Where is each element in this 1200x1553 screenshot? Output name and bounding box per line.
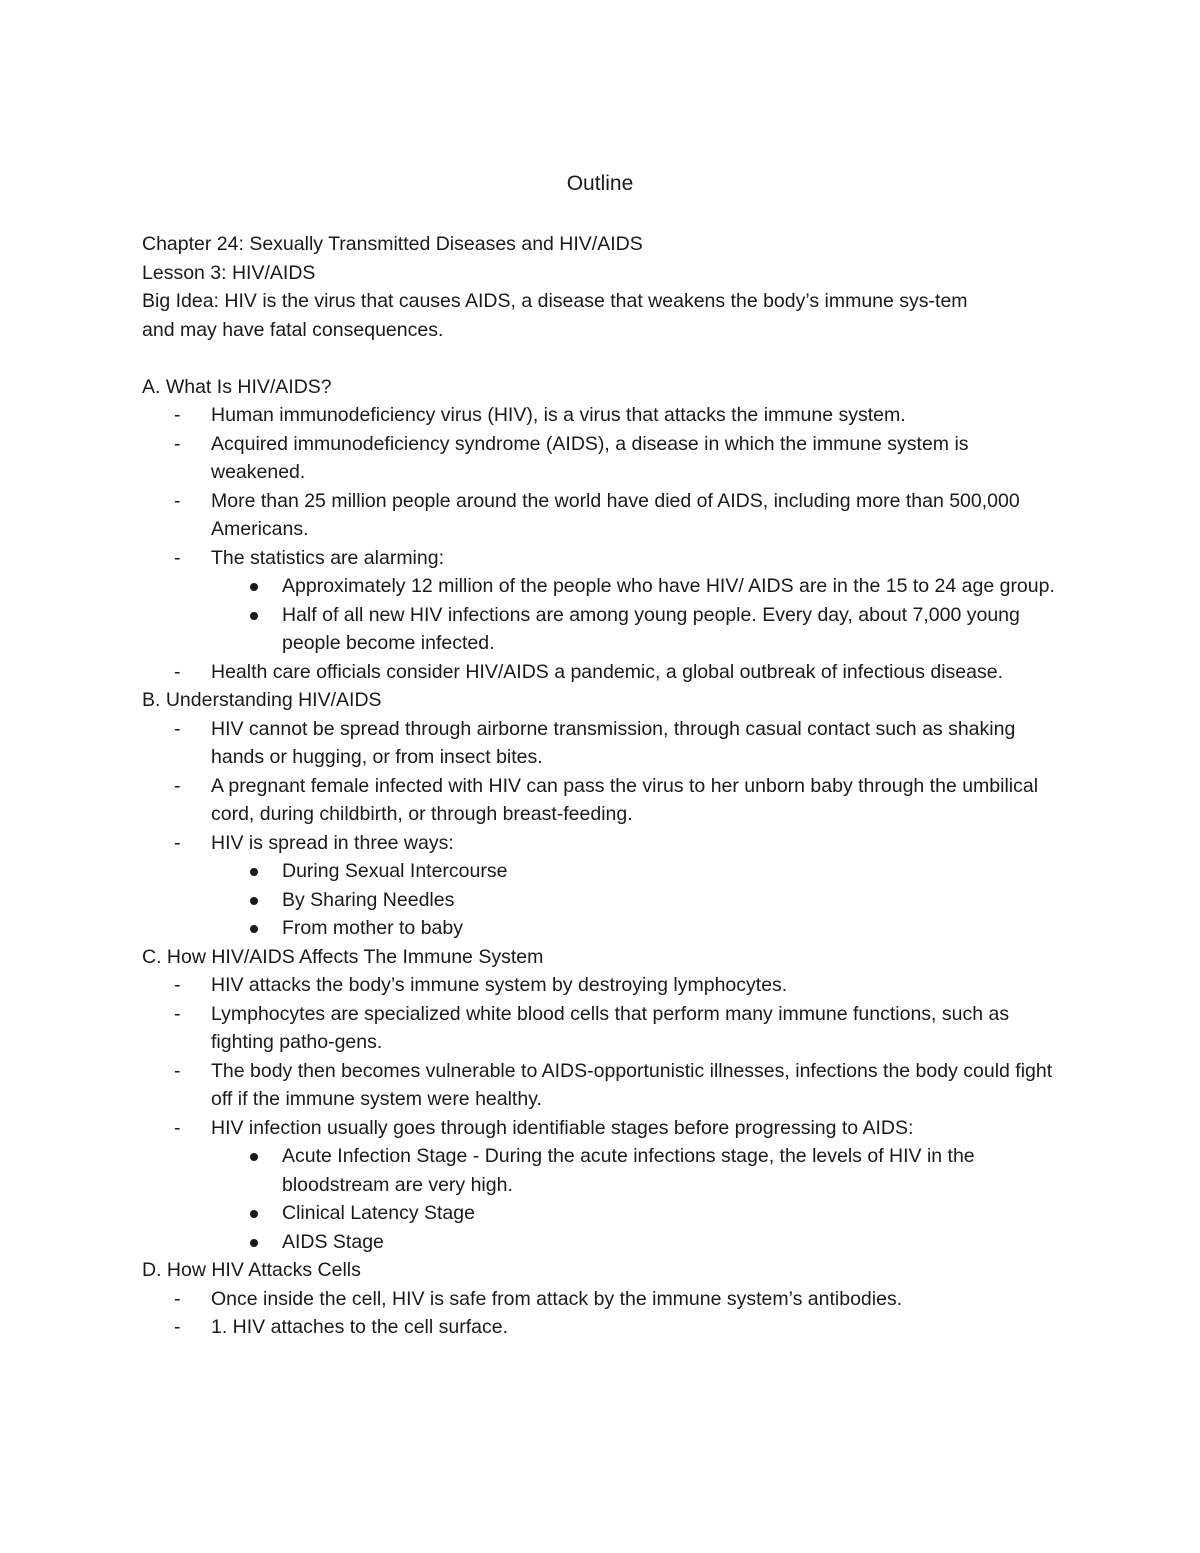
sub-list xyxy=(211,857,1067,943)
section-c-list xyxy=(142,971,1067,1256)
dash-marker: - xyxy=(174,432,181,455)
sub-list-item-text: Approximately 12 million of the people who have HIV/ AIDS are in the 15 to 24 age group. xyxy=(282,575,1055,597)
list-item-text: The body then becomes vulnerable to AIDS-opportunistic illnesses, infections the body could fight off if the immune system were healthy. xyxy=(211,1059,1053,1110)
list-item-text: Acquired immunodeficiency syndrome (AIDS), a disease in which the immune system is weakened. xyxy=(211,432,969,483)
list-item-text: Health care officials consider HIV/AIDS a pandemic, a global outbreak of infectious disease. xyxy=(211,660,1003,683)
dash-marker: - xyxy=(174,404,181,426)
sub-list-item-text: Acute Infection Stage - During the acute infections stage, the levels of HIV in the bloodstream are very high. xyxy=(282,1145,975,1196)
dash-marker: - xyxy=(174,717,181,740)
list-item-text: A pregnant female infected with HIV can pass the virus to her unborn baby through the umbilical cord, during childbirth, or through breast-feeding. xyxy=(211,774,1039,825)
bullet-icon xyxy=(250,1239,258,1247)
section-c-heading: C. How HIV/AIDS Affects The Immune System xyxy=(142,945,544,968)
list-item xyxy=(142,971,1067,1000)
list-item xyxy=(142,401,1067,430)
sub-list-item xyxy=(211,914,1067,943)
sub-list-item xyxy=(211,1142,1067,1199)
list-item-text: Lymphocytes are specialized white blood cells that perform many immune functions, such as fighting patho-gens. xyxy=(211,1002,1010,1053)
lesson-line: Lesson 3: HIV/AIDS xyxy=(142,261,316,284)
dash-marker: - xyxy=(174,1316,181,1338)
list-item xyxy=(142,658,1067,687)
list-item xyxy=(142,1313,1067,1342)
sub-list-item-text: Half of all new HIV infections are among young people. Every day, about 7,000 young people become infected. xyxy=(282,603,1020,654)
sub-list xyxy=(211,572,1067,658)
sub-list-item xyxy=(211,572,1067,601)
list-item xyxy=(142,829,1067,943)
list-item xyxy=(142,544,1067,658)
bullet-icon xyxy=(250,583,258,591)
list-item-text: Human immunodeficiency virus (HIV), is a virus that attacks the immune system. xyxy=(211,404,906,426)
dash-marker: - xyxy=(174,1002,181,1025)
dash-marker: - xyxy=(174,1287,181,1310)
dash-marker: - xyxy=(174,974,181,996)
big-idea-line-1: Big Idea: HIV is the virus that causes AIDS, a disease that weakens the body’s immune sys-tem xyxy=(142,290,968,312)
list-item-text: HIV cannot be spread through airborne transmission, through casual contact such as shaking hands or hugging, or from insect bites. xyxy=(211,717,1016,768)
dash-marker: - xyxy=(174,546,181,569)
dash-marker: - xyxy=(174,774,181,797)
section-a-heading: A. What Is HIV/AIDS? xyxy=(142,375,332,398)
sub-list-item xyxy=(211,1199,1067,1228)
bullet-icon xyxy=(250,897,258,905)
outline-body xyxy=(142,230,1067,1342)
section-a-list xyxy=(142,401,1067,686)
list-item xyxy=(142,1114,1067,1257)
sub-list-item-text: From mother to baby xyxy=(282,917,463,939)
bullet-icon xyxy=(250,925,258,933)
list-item xyxy=(142,1057,1067,1114)
list-item xyxy=(142,772,1067,829)
dash-marker: - xyxy=(174,831,181,854)
sub-list-item-text: During Sexual Intercourse xyxy=(282,860,508,882)
sub-list-item-text: Clinical Latency Stage xyxy=(282,1202,475,1224)
sub-list-item-text: By Sharing Needles xyxy=(282,888,455,911)
list-item-text: 1. HIV attaches to the cell surface. xyxy=(211,1316,508,1338)
sub-list-item xyxy=(211,857,1067,886)
sub-list xyxy=(211,1142,1067,1256)
list-item xyxy=(142,715,1067,772)
dash-marker: - xyxy=(174,1059,181,1082)
spacer xyxy=(142,344,1067,373)
list-item-text: HIV is spread in three ways: xyxy=(211,831,454,854)
list-item xyxy=(142,430,1067,487)
section-d-list xyxy=(142,1285,1067,1342)
big-idea-line-2: and may have fatal consequences. xyxy=(142,318,444,341)
section-b-list xyxy=(142,715,1067,943)
bullet-icon xyxy=(250,868,258,876)
section-b-heading: B. Understanding HIV/AIDS xyxy=(142,689,382,711)
dash-marker: - xyxy=(174,1116,181,1139)
dash-marker: - xyxy=(174,660,181,683)
list-item xyxy=(142,1285,1067,1314)
list-item xyxy=(142,1000,1067,1057)
dash-marker: - xyxy=(174,489,181,512)
list-item-text: The statistics are alarming: xyxy=(211,546,445,569)
page-title: Outline xyxy=(566,172,634,195)
list-item-text: More than 25 million people around the world have died of AIDS, including more than 500,000 Americans. xyxy=(211,489,1020,540)
sub-list-item xyxy=(211,1228,1067,1257)
bullet-icon xyxy=(250,1153,258,1161)
bullet-icon xyxy=(250,1210,258,1218)
list-item-text: Once inside the cell, HIV is safe from attack by the immune system’s antibodies. xyxy=(211,1287,903,1310)
list-item-text: HIV infection usually goes through identifiable stages before progressing to AIDS: xyxy=(211,1116,914,1139)
sub-list-item xyxy=(211,601,1067,658)
section-d-heading: D. How HIV Attacks Cells xyxy=(142,1259,361,1281)
sub-list-item xyxy=(211,886,1067,915)
sub-list-item-text: AIDS Stage xyxy=(282,1230,384,1253)
bullet-icon xyxy=(250,612,258,620)
chapter-line: Chapter 24: Sexually Transmitted Diseases and HIV/AIDS xyxy=(142,233,643,255)
list-item-text: HIV attacks the body’s immune system by destroying lymphocytes. xyxy=(211,974,788,996)
list-item xyxy=(142,487,1067,544)
